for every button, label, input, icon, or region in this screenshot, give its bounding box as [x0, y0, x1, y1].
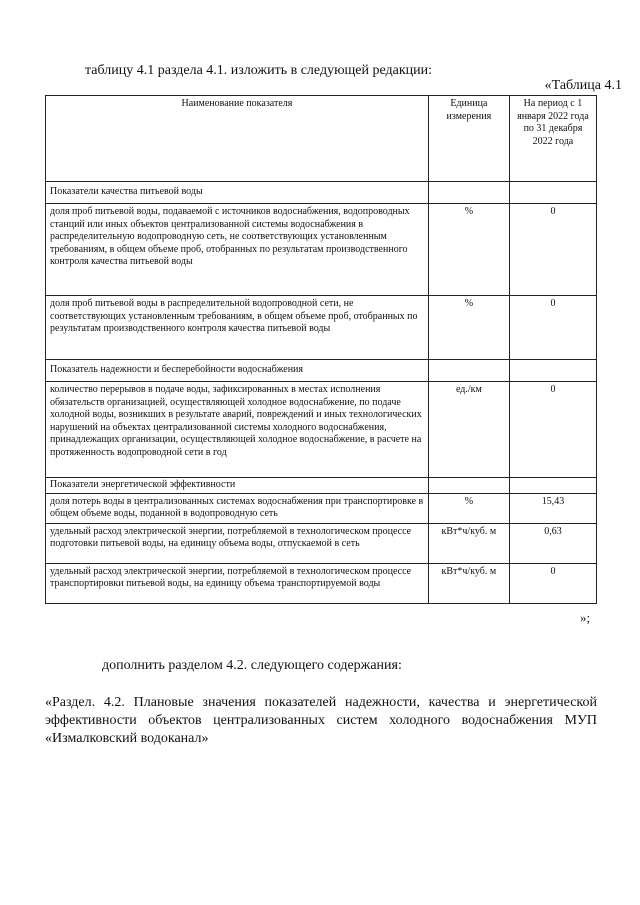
- supplement-text: дополнить разделом 4.2. следующего содержания:: [102, 658, 402, 673]
- row-unit: %: [428, 204, 509, 296]
- section-row: [46, 478, 597, 494]
- table-row: [46, 563, 597, 603]
- section-heading-paragraph: «Раздел. 4.2. Плановые значения показателей надежности, качества и энергетической эффективности объектов централизованных систем холодного водоснабжения МУП «Измалковский водоканал»: [45, 695, 597, 746]
- header-period: На период с 1 января 2022 года по 31 декабря 2022 года: [509, 96, 596, 182]
- row-unit: ед./км: [428, 382, 509, 478]
- header-name: Наименование показателя: [46, 96, 429, 182]
- section-row: [46, 182, 597, 204]
- table-row: [46, 204, 597, 296]
- row-value: 0: [509, 204, 596, 296]
- row-unit: кВт*ч/куб. м: [428, 563, 509, 603]
- table-row: [46, 493, 597, 523]
- row-name: доля потерь воды в централизованных системах водоснабжения при транспортировке в общем объеме воды, поданной в водопроводную сеть: [46, 493, 429, 523]
- row-value: 0: [509, 382, 596, 478]
- row-value: 15,43: [509, 493, 596, 523]
- row-name: удельный расход электрической энергии, потребляемой в технологическом процессе транспортировки питьевой воды, на единицу объема транспортируемой воды: [46, 563, 429, 603]
- table-row: [46, 296, 597, 360]
- row-unit: %: [428, 493, 509, 523]
- row-name: удельный расход электрической энергии, потребляемой в технологическом процессе подготовки питьевой воды, на единицу объема воды, отпускаемой в сеть: [46, 523, 429, 563]
- table-row: [46, 382, 597, 478]
- table-row: [46, 523, 597, 563]
- header-unit: Единица измерения: [428, 96, 509, 182]
- section-title: Показатели качества питьевой воды: [46, 182, 429, 204]
- row-value: 0: [509, 296, 596, 360]
- indicators-table: [45, 95, 597, 604]
- section-title: Показатели энергетической эффективности: [46, 478, 429, 494]
- row-unit: %: [428, 296, 509, 360]
- row-name: доля проб питьевой воды, подаваемой с источников водоснабжения, водопроводных станций или иных объектов централизованной системы водоснабжения в распределительную водопроводную сеть, не соответствующих установленным требованиям, в общем объеме проб, отобранных по результатам производственного контроля качества питьевой воды: [46, 204, 429, 296]
- intro-text: таблицу 4.1 раздела 4.1. изложить в следующей редакции:: [85, 63, 433, 78]
- row-value: 0,63: [509, 523, 596, 563]
- section-title: Показатель надежности и бесперебойности водоснабжения: [46, 360, 429, 382]
- section-row: [46, 360, 597, 382]
- row-name: доля проб питьевой воды в распределительной водопроводной сети, не соответствующих установленным требованиям, в общем объеме проб, отобранных по результатам производственного контроля качества питьевой воды: [46, 296, 429, 360]
- table-caption: «Таблица 4.1: [544, 78, 622, 93]
- row-name: количество перерывов в подаче воды, зафиксированных в местах исполнения обязательств организацией, осуществляющей холодное водоснабжение, по подаче холодной воды, возникших в результате аварий, повреждений и иных технологических нарушений на объектах централизованной системы холодного водоснабжения, принадлежащих организации, осуществляющей холодное водоснабжение, в расчете на протяженность водопроводной сети в год: [46, 382, 429, 478]
- row-value: 0: [509, 563, 596, 603]
- row-unit: кВт*ч/куб. м: [428, 523, 509, 563]
- table-header-row: [46, 96, 597, 182]
- table-closing-mark: »;: [580, 610, 591, 625]
